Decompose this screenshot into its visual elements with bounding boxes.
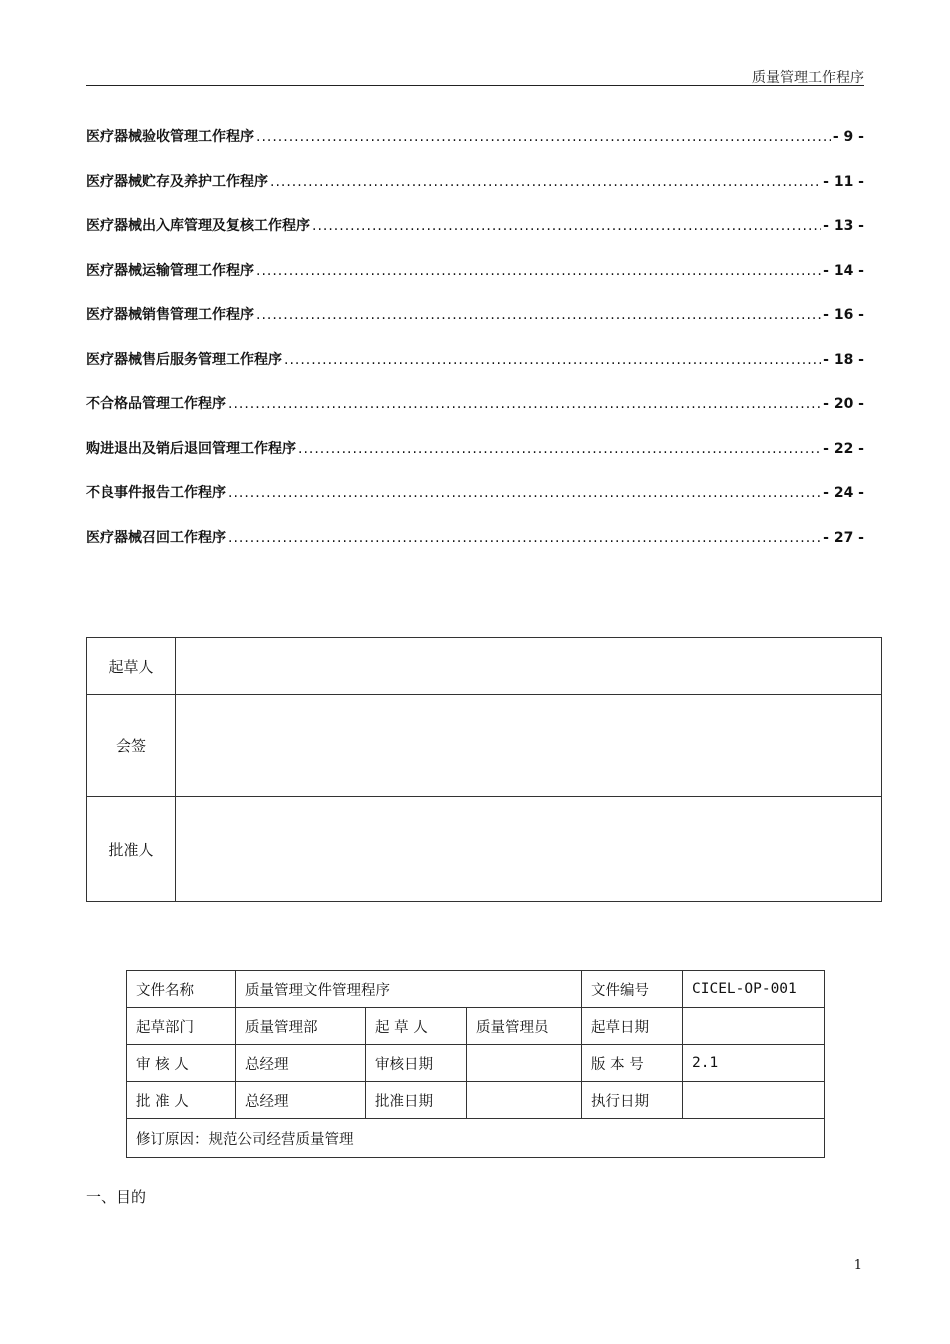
document-info-table [126, 970, 825, 1158]
approver-value: 总经理 [236, 1082, 366, 1119]
toc-leader-dots [270, 174, 821, 190]
table-row [127, 1082, 825, 1119]
draft-date-label: 起草日期 [582, 1008, 683, 1045]
toc-entry-page: - 9 - [832, 129, 864, 145]
approve-date-label: 批准日期 [366, 1082, 467, 1119]
countersign-cell [176, 695, 882, 797]
toc-entry-title: 购进退出及销后退回管理工作程序 [86, 440, 296, 457]
page-number: 1 [853, 1258, 862, 1273]
section-heading: 一、目的 [86, 1188, 147, 1206]
toc-entry[interactable] [86, 393, 864, 438]
approve-date-value [467, 1082, 582, 1119]
drafter-cell [176, 638, 882, 695]
toc-entry-page: - 18 - [823, 351, 864, 368]
toc-leader-dots [284, 352, 821, 368]
toc-leader-dots [256, 307, 821, 323]
toc-entry-title: 医疗器械召回工作程序 [86, 529, 226, 546]
countersign-label: 会签 [87, 695, 176, 797]
toc-leader-dots [256, 263, 821, 279]
review-date-label: 审核日期 [366, 1045, 467, 1082]
toc-entry-page: - 14 - [823, 262, 864, 279]
table-row [87, 695, 882, 797]
version-value: 2.1 [683, 1045, 825, 1082]
table-row [87, 797, 882, 902]
toc-entry-title: 医疗器械贮存及养护工作程序 [86, 173, 268, 190]
table-of-contents [86, 126, 864, 571]
header-rule [86, 85, 864, 86]
toc-leader-dots [228, 396, 821, 412]
file-no-label: 文件编号 [582, 971, 683, 1008]
draft-dept-label: 起草部门 [127, 1008, 236, 1045]
toc-entry-title: 医疗器械验收管理工作程序 [86, 129, 254, 145]
file-no-value: CICEL-OP-001 [683, 971, 825, 1008]
toc-entry[interactable] [86, 215, 864, 260]
review-date-value [467, 1045, 582, 1082]
reviewer-value: 总经理 [236, 1045, 366, 1082]
toc-entry-page: - 16 - [823, 307, 864, 323]
toc-entry-page: - 20 - [823, 396, 864, 412]
page-header-title: 质量管理工作程序 [752, 70, 864, 86]
table-row [127, 1045, 825, 1082]
approver-label: 批准人 [87, 797, 176, 902]
toc-entry[interactable] [86, 126, 864, 171]
toc-leader-dots [312, 218, 821, 234]
toc-leader-dots [228, 530, 821, 546]
draft-dept-value: 质量管理部 [236, 1008, 366, 1045]
toc-entry-title: 医疗器械售后服务管理工作程序 [86, 351, 282, 368]
toc-entry-page: - 24 - [823, 485, 864, 501]
toc-entry-page: - 13 - [823, 218, 864, 234]
draft-date-value [683, 1008, 825, 1045]
toc-entry-page: - 22 - [823, 440, 864, 457]
exec-date-value [683, 1082, 825, 1119]
drafter-value: 质量管理员 [467, 1008, 582, 1045]
toc-entry[interactable] [86, 482, 864, 527]
toc-entry[interactable] [86, 304, 864, 349]
toc-entry[interactable] [86, 527, 864, 572]
revision-reason: 修订原因：规范公司经营质量管理 [127, 1119, 825, 1158]
file-name-label: 文件名称 [127, 971, 236, 1008]
toc-entry[interactable] [86, 260, 864, 305]
signature-table [86, 637, 882, 902]
toc-leader-dots [228, 485, 821, 501]
toc-entry-title: 不合格品管理工作程序 [86, 396, 226, 412]
approver-cell [176, 797, 882, 902]
toc-entry[interactable] [86, 171, 864, 216]
toc-entry-title: 医疗器械出入库管理及复核工作程序 [86, 218, 310, 234]
toc-entry-title: 医疗器械销售管理工作程序 [86, 307, 254, 323]
toc-leader-dots [298, 441, 821, 457]
exec-date-label: 执行日期 [582, 1082, 683, 1119]
drafter-label: 起草人 [87, 638, 176, 695]
approver-label: 批 准 人 [127, 1082, 236, 1119]
toc-entry-title: 医疗器械运输管理工作程序 [86, 262, 254, 279]
toc-entry-title: 不良事件报告工作程序 [86, 485, 226, 501]
toc-entry-page: - 27 - [823, 529, 864, 546]
toc-leader-dots [256, 129, 831, 145]
table-row [127, 1008, 825, 1045]
reviewer-label: 审 核 人 [127, 1045, 236, 1082]
table-row [127, 1119, 825, 1158]
toc-entry-page: - 11 - [823, 173, 864, 190]
toc-entry[interactable] [86, 438, 864, 483]
drafter-label: 起 草 人 [366, 1008, 467, 1045]
table-row [87, 638, 882, 695]
file-name-value: 质量管理文件管理程序 [236, 971, 582, 1008]
table-row [127, 971, 825, 1008]
toc-entry[interactable] [86, 349, 864, 394]
version-label: 版 本 号 [582, 1045, 683, 1082]
